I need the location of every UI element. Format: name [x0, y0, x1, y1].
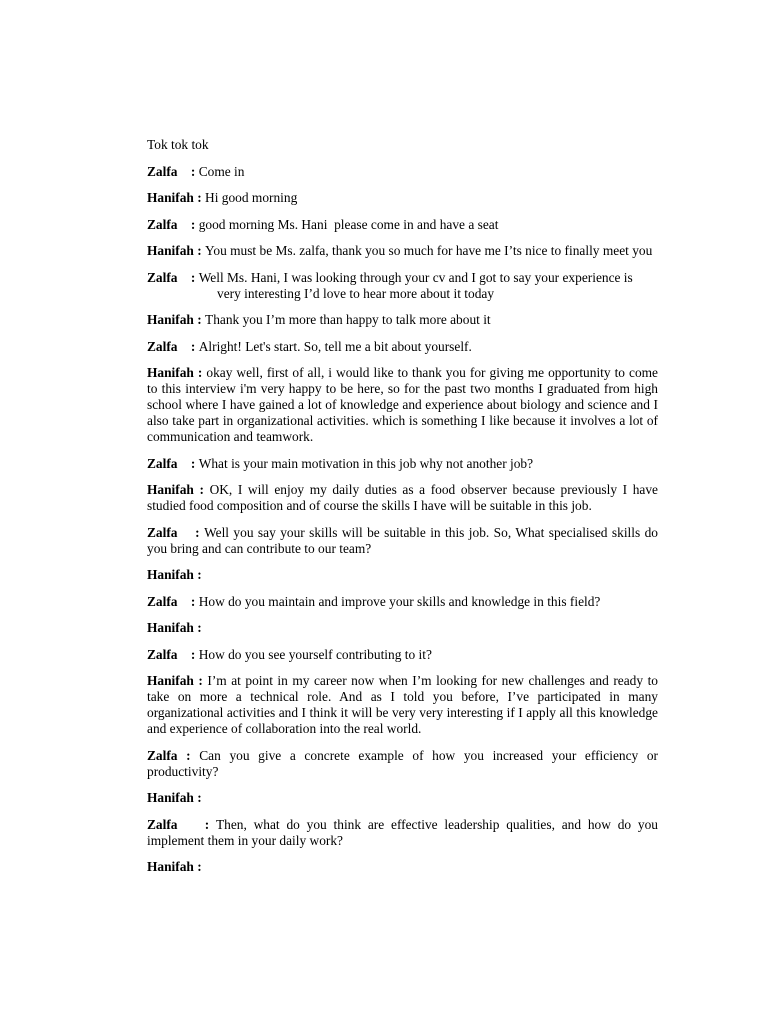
speaker-separator: :: [193, 190, 206, 205]
dialogue-text: I’m at point in my career now when I’m looking for new challenges and ready to take on more a technical role. And as I told you before, I’ve participated in many organizational activities and I think it will be very very interesting if I apply all this knowledge and experience of collaboration into the real world.: [147, 673, 658, 736]
dialogue-line: [147, 594, 658, 610]
speaker-name: Zalfa: [147, 455, 178, 471]
dialogue-text: okay well, first of all, i would like to thank you for giving me opportunity to come to this interview i'm very happy to be here, so for the past two months I graduated from high school where I have gained a lot of knowledge and experience about biology and science and I also take part in organizational activities. which is something I like because it involves a lot of communication and teamwork.: [147, 365, 659, 444]
speaker-name: Hanifah: [147, 312, 194, 327]
dialogue-text: Then, what do you think are effective leadership qualities, and how do you implement them in your daily work?: [147, 816, 658, 848]
speaker-separator: :: [177, 269, 199, 285]
dialogue-text: good morning Ms. Hani please come in and have a seat: [198, 216, 499, 232]
speaker-name: Zalfa: [147, 646, 178, 662]
speaker-name: Hanifah: [147, 482, 194, 497]
speaker-name: Hanifah: [147, 790, 194, 805]
dialogue-text: OK, I will enjoy my daily duties as a food observer because previously I have studied food composition and of course the skills I have will be suitable in this job.: [147, 482, 658, 513]
speaker-separator: :: [177, 163, 199, 179]
speaker-separator: :: [193, 243, 206, 258]
speaker-separator: :: [193, 365, 207, 380]
speaker-separator: :: [177, 216, 199, 232]
dialogue-line: [147, 859, 658, 875]
speaker-separator: :: [177, 455, 199, 471]
speaker-name: Zalfa: [147, 338, 178, 354]
speaker-name: Zalfa: [147, 816, 178, 832]
dialogue-line: [147, 790, 658, 806]
speaker-separator: :: [177, 747, 200, 763]
speaker-name: Zalfa: [147, 216, 178, 232]
dialogue-line: [147, 647, 658, 663]
dialogue-line: [147, 456, 658, 472]
dialogue-text: Hi good morning: [205, 190, 298, 205]
speaker-separator: :: [177, 816, 216, 832]
dialogue-line: [147, 312, 658, 328]
dialogue-line: [147, 748, 658, 780]
speaker-name: Hanifah: [147, 243, 194, 258]
dialogue-text: Well you say your skills will be suitable in this job. So, What specialised skills do you bring and can contribute to our team?: [147, 524, 658, 556]
speaker-name: Zalfa: [147, 269, 178, 285]
speaker-separator: :: [193, 312, 206, 327]
intro-line: Tok tok tok: [147, 137, 209, 152]
dialogue-line: [147, 525, 658, 557]
speaker-name: Hanifah: [147, 567, 194, 582]
speaker-separator: :: [177, 593, 199, 609]
dialogue-line: [147, 164, 658, 180]
dialogue-line: [147, 217, 658, 233]
dialogue-text: What is your main motivation in this job why not another job?: [198, 455, 534, 471]
speaker-separator: :: [193, 482, 210, 497]
dialogue-line: [147, 270, 658, 302]
speaker-name: Hanifah: [147, 673, 194, 688]
speaker-name: Zalfa: [147, 593, 178, 609]
dialogue-text-continued: very interesting I’d love to hear more about it today: [217, 285, 495, 301]
dialogue-line: [147, 339, 658, 355]
speaker-separator: :: [193, 859, 202, 874]
dialogue-text: Thank you I’m more than happy to talk more about it: [205, 312, 491, 327]
speaker-separator: :: [193, 673, 208, 688]
dialogue-text: How do you maintain and improve your skills and knowledge in this field?: [198, 593, 601, 609]
dialogue-text: You must be Ms. zalfa, thank you so much for have me I’ts nice to finally meet you: [205, 243, 653, 258]
speaker-name: Zalfa: [147, 524, 178, 540]
dialogue-line: [147, 620, 658, 636]
dialogue-line: [147, 482, 658, 514]
dialogue-line: [147, 190, 658, 206]
speaker-name: Zalfa: [147, 163, 178, 179]
speaker-separator: :: [193, 790, 202, 805]
speaker-separator: :: [177, 524, 205, 540]
dialogue-text: How do you see yourself contributing to it?: [198, 646, 432, 662]
dialogue-text: Well Ms. Hani, I was looking through your cv and I got to say your experience is: [198, 269, 633, 285]
dialogue-line: [147, 817, 658, 849]
speaker-name: Hanifah: [147, 859, 194, 874]
speaker-name: Hanifah: [147, 620, 194, 635]
speaker-separator: :: [177, 338, 199, 354]
dialogue-text: Alright! Let's start. So, tell me a bit about yourself.: [198, 338, 472, 354]
dialogue-line: [147, 673, 658, 737]
dialogue-line: [147, 567, 658, 583]
dialogue-text: Can you give a concrete example of how you increased your efficiency or productivity?: [147, 747, 659, 779]
dialogue-line: [147, 243, 658, 259]
speaker-name: Hanifah: [147, 365, 194, 380]
speaker-separator: :: [193, 620, 202, 635]
document-page: [147, 137, 658, 886]
speaker-separator: :: [193, 567, 202, 582]
speaker-name: Hanifah: [147, 190, 194, 205]
dialogue-line: [147, 365, 658, 445]
dialogue-text: Come in: [198, 163, 245, 179]
speaker-separator: :: [177, 646, 199, 662]
speaker-name: Zalfa: [147, 747, 178, 763]
